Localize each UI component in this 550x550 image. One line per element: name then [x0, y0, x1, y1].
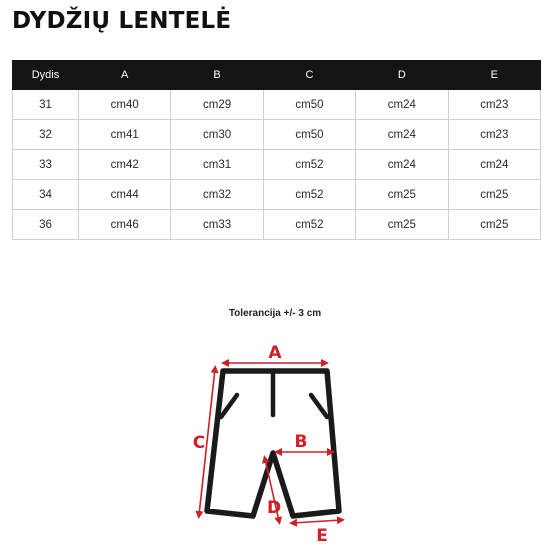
table-cell: 31: [13, 90, 79, 120]
shorts-measurement-diagram: [185, 335, 365, 547]
table-row: [13, 120, 541, 150]
column-header-a: A: [79, 61, 171, 90]
table-row: [13, 210, 541, 240]
table-cell: cm52: [263, 210, 355, 240]
table-row: [13, 150, 541, 180]
table-cell: cm29: [171, 90, 263, 120]
table-cell: 32: [13, 120, 79, 150]
table-cell: 34: [13, 180, 79, 210]
table-cell: cm52: [263, 150, 355, 180]
table-cell: cm23: [448, 120, 540, 150]
table-row: [13, 180, 541, 210]
shorts-details: [221, 373, 327, 417]
table-cell: cm50: [263, 120, 355, 150]
table-cell: 33: [13, 150, 79, 180]
size-table: [12, 60, 541, 240]
page-title: DYDŽIŲ LENTELĖ: [12, 8, 232, 34]
tolerance-note: Tolerancija +/- 3 cm: [228, 308, 322, 319]
column-header-size: Dydis: [13, 61, 79, 90]
measure-e: [293, 520, 341, 546]
table-cell: cm24: [356, 120, 448, 150]
table-cell: cm25: [356, 210, 448, 240]
label-b: B: [294, 432, 308, 452]
table-row: [13, 90, 541, 120]
table-cell: cm24: [356, 90, 448, 120]
table-cell: cm25: [448, 180, 540, 210]
column-header-b: B: [171, 61, 263, 90]
label-d: D: [266, 498, 282, 518]
table-cell: cm41: [79, 120, 171, 150]
label-c: C: [192, 433, 206, 453]
table-cell: cm46: [79, 210, 171, 240]
column-header-e: E: [448, 61, 540, 90]
table-cell: cm40: [79, 90, 171, 120]
table-cell: 36: [13, 210, 79, 240]
measure-b: [278, 432, 331, 452]
table-cell: cm44: [79, 180, 171, 210]
label-e: E: [316, 526, 328, 546]
table-cell: cm32: [171, 180, 263, 210]
table-cell: cm30: [171, 120, 263, 150]
measure-a: [225, 343, 325, 363]
column-header-d: D: [356, 61, 448, 90]
table-cell: cm24: [448, 150, 540, 180]
table-cell: cm23: [448, 90, 540, 120]
table-cell: cm52: [263, 180, 355, 210]
table-header-row: [13, 61, 541, 90]
table-cell: cm31: [171, 150, 263, 180]
label-a: A: [268, 343, 282, 363]
table-cell: cm42: [79, 150, 171, 180]
table-cell: cm24: [356, 150, 448, 180]
table-cell: cm25: [448, 210, 540, 240]
column-header-c: C: [263, 61, 355, 90]
table-cell: cm33: [171, 210, 263, 240]
table-cell: cm25: [356, 180, 448, 210]
table-cell: cm50: [263, 90, 355, 120]
